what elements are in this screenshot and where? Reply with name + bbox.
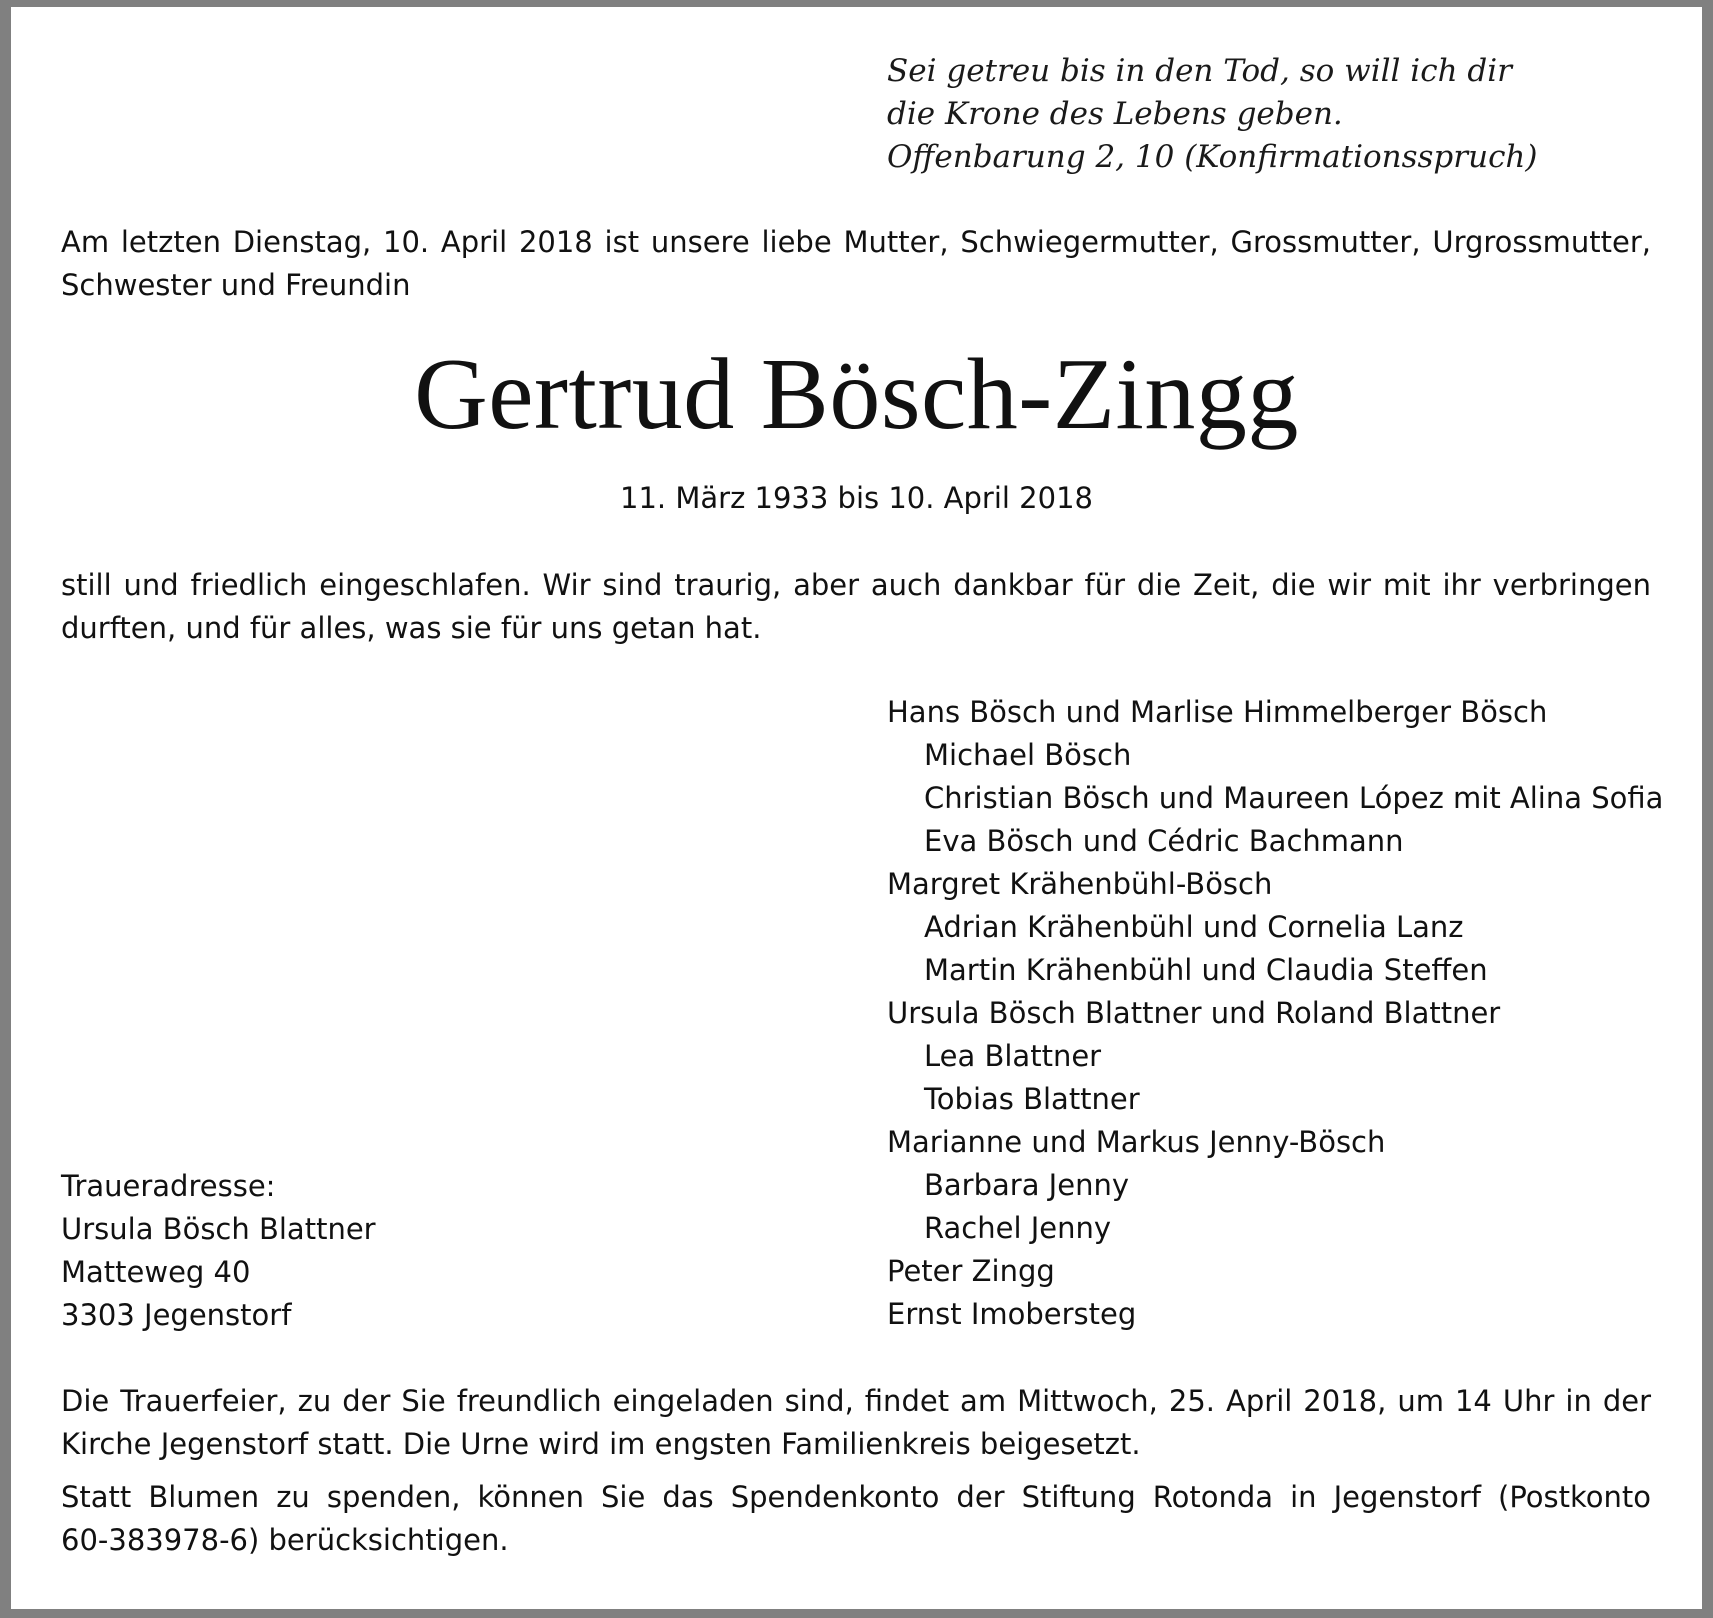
address-city: 3303 Jegenstorf <box>61 1298 292 1332</box>
verse-line: Sei getreu bis in den Tod, so will ich dir <box>887 53 1512 89</box>
family-member: Ursula Bösch Blattner und Roland Blattner <box>887 996 1501 1030</box>
family-member: Peter Zingg <box>887 1254 1055 1288</box>
intro-line: Schwester und Freundin <box>61 268 411 302</box>
address-street: Matteweg 40 <box>61 1255 251 1289</box>
family-member: Eva Bösch und Cédric Bachmann <box>924 824 1404 858</box>
service-line: Kirche Jegenstorf statt. Die Urne wird im engsten Familienkreis beigesetzt. <box>61 1427 1141 1461</box>
closing-paragraph <box>61 564 1651 650</box>
family-member: Lea Blattner <box>924 1039 1102 1073</box>
intro-line: Am letzten Dienstag, 10. April 2018 ist unsere liebe Mutter, Schwiegermutter, Grossmutter, Urgrossmutter, <box>61 225 1651 259</box>
donation-line: 60-383978-6) berücksichtigen. <box>61 1523 509 1557</box>
service-line: Die Trauerfeier, zu der Sie freundlich eingeladen sind, findet am Mittwoch, 25. April 2018, um 14 Uhr in der <box>61 1384 1651 1418</box>
family-member: Barbara Jenny <box>924 1168 1129 1202</box>
donation-line: Statt Blumen zu spenden, können Sie das Spendenkonto der Stiftung Rotonda in Jegenstorf (Postkonto <box>61 1480 1651 1514</box>
family-member: Marianne und Markus Jenny-Bösch <box>887 1125 1386 1159</box>
mourning-address <box>61 1165 376 1337</box>
family-member: Christian Bösch und Maureen López mit Alina Sofia <box>924 781 1664 815</box>
verse-reference: Offenbarung 2, 10 (Konfirmationsspruch) <box>887 139 1538 175</box>
family-member: Hans Bösch und Marlise Himmelberger Bösch <box>887 695 1548 729</box>
address-name: Ursula Bösch Blattner <box>61 1212 376 1246</box>
donation-paragraph <box>61 1476 1651 1562</box>
funeral-service-paragraph <box>61 1380 1651 1466</box>
verse-line: die Krone des Lebens geben. <box>887 96 1343 132</box>
life-dates: 11. März 1933 bis 10. April 2018 <box>620 481 1093 515</box>
family-member: Ernst Imobersteg <box>887 1297 1137 1331</box>
family-member: Adrian Krähenbühl und Cornelia Lanz <box>924 910 1464 944</box>
closing-line: durften, und für alles, was sie für uns getan hat. <box>61 611 762 645</box>
deceased-name: Gertrud Bösch-Zingg <box>414 338 1299 451</box>
family-member: Tobias Blattner <box>924 1082 1140 1116</box>
family-list <box>887 691 1663 1336</box>
bible-verse <box>887 50 1538 179</box>
intro-paragraph <box>61 221 1651 307</box>
family-member: Martin Krähenbühl und Claudia Steffen <box>924 953 1488 987</box>
family-member: Rachel Jenny <box>924 1211 1112 1245</box>
family-member: Margret Krähenbühl-Bösch <box>887 867 1273 901</box>
closing-line: still und friedlich eingeschlafen. Wir sind traurig, aber auch dankbar für die Zeit, die wir mit ihr verbringen <box>61 568 1651 602</box>
family-member: Michael Bösch <box>924 738 1132 772</box>
address-label: Traueradresse: <box>61 1169 276 1203</box>
